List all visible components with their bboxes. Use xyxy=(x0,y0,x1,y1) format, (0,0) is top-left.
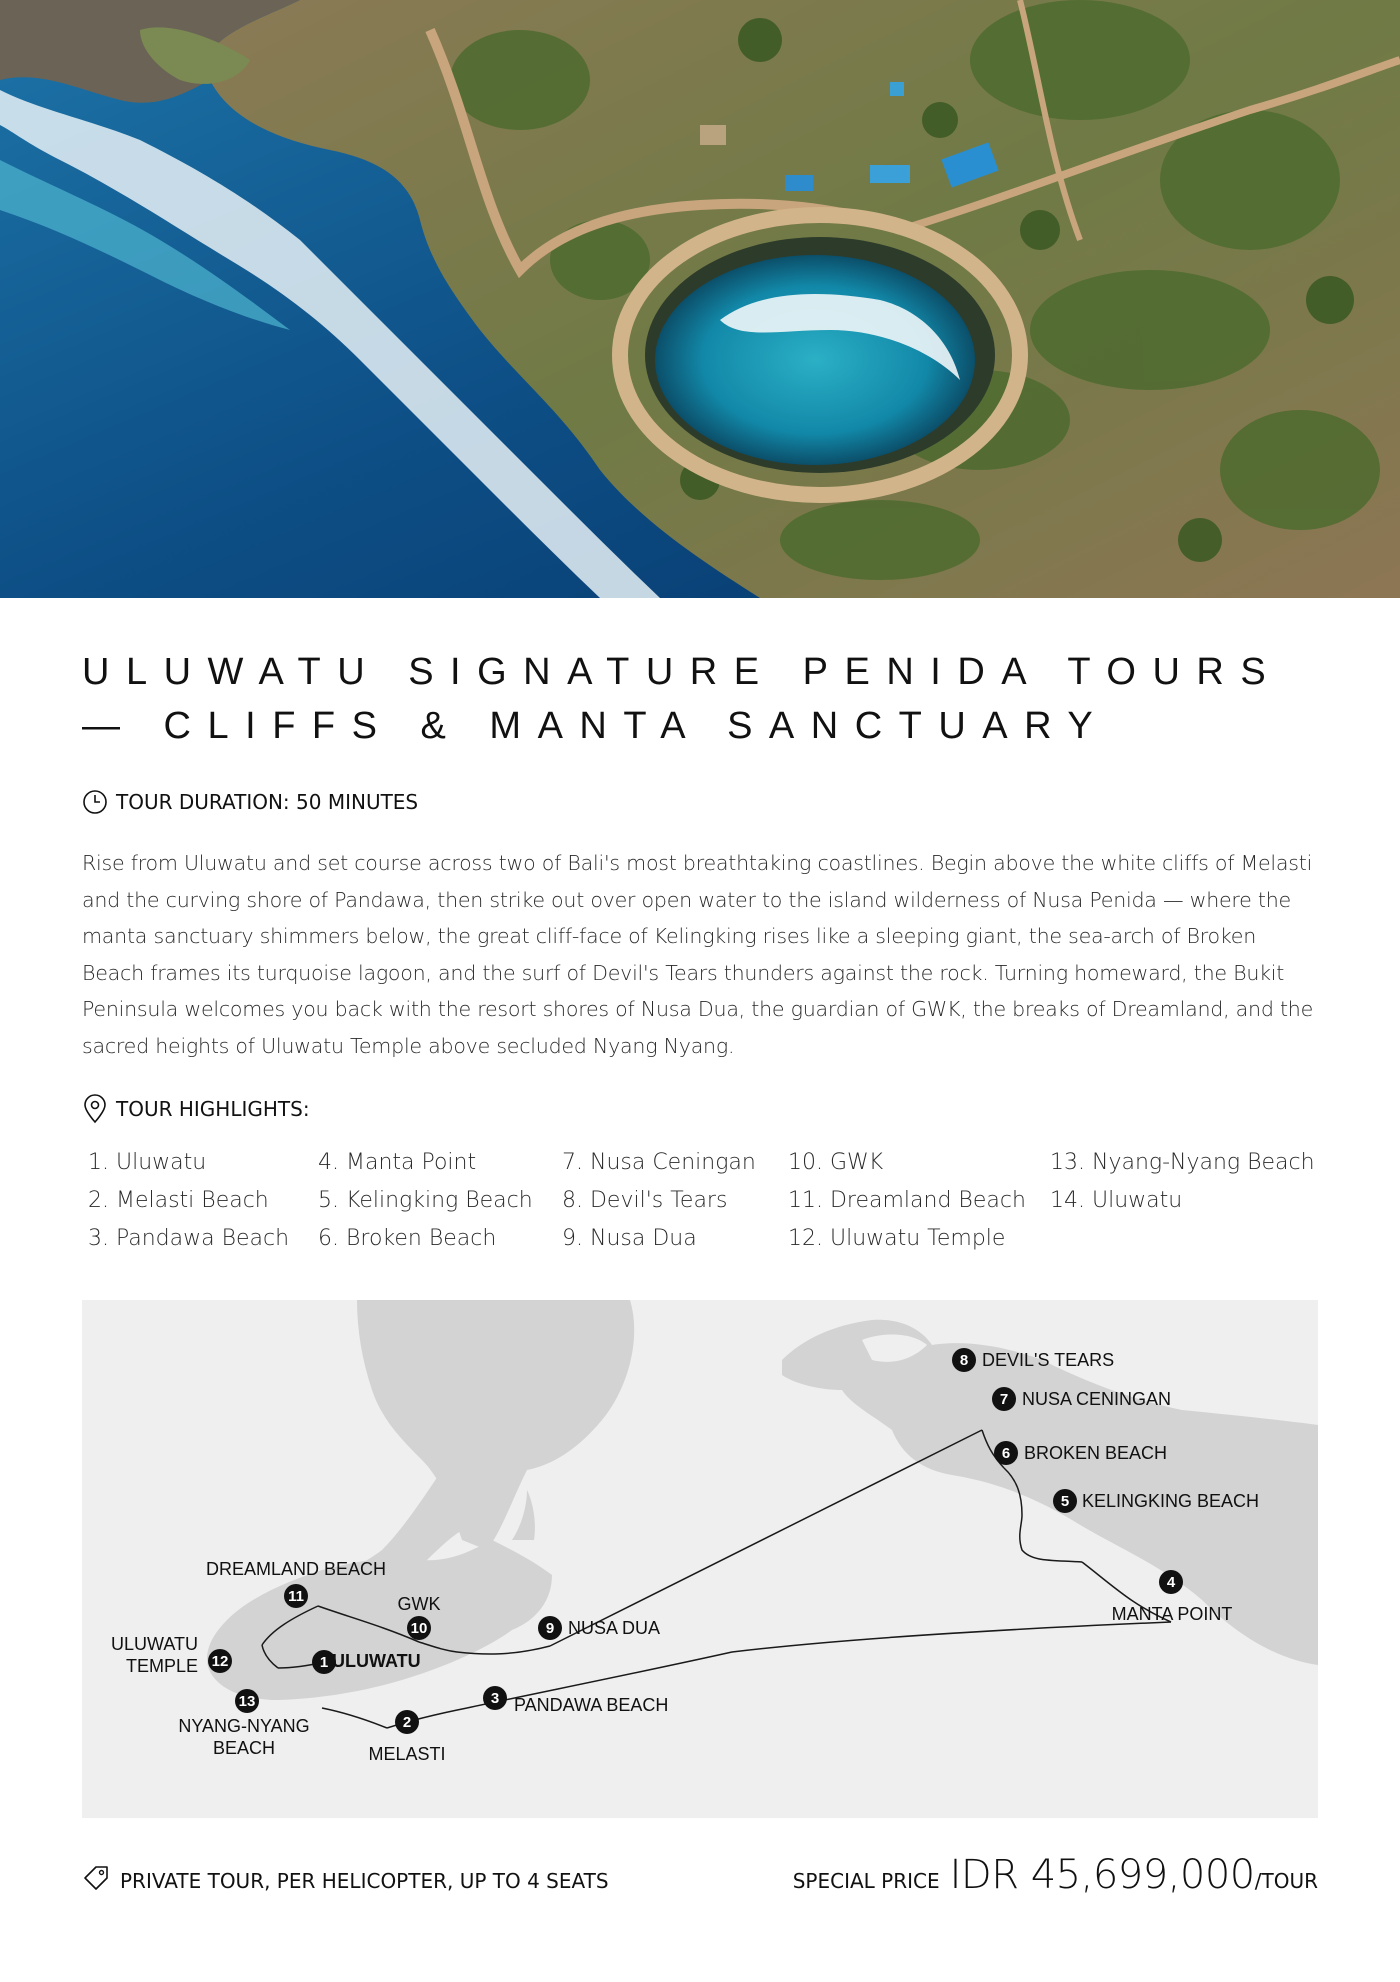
highlights-list xyxy=(82,1144,1342,1264)
map-marker-3 xyxy=(483,1686,507,1710)
marker-number: 10 xyxy=(410,1620,428,1637)
map-marker-4 xyxy=(1159,1570,1183,1594)
clock-icon xyxy=(82,789,108,815)
map-marker-8 xyxy=(952,1348,976,1372)
route-map xyxy=(82,1300,1318,1818)
highlights-column-2 xyxy=(318,1144,533,1258)
map-label-manta-point: MANTA POINT xyxy=(1111,1604,1233,1624)
marker-number: 7 xyxy=(999,1391,1009,1408)
aerial-coastline-illustration xyxy=(0,0,1400,598)
price-tag-icon xyxy=(82,1864,110,1897)
map-label-nyang-nyang-line: BEACH xyxy=(212,1738,276,1758)
price-block xyxy=(793,1852,1318,1898)
tour-description: Rise from Uluwatu and set course across two of Bali's most breathtaking coastlines. Begin above the white cliffs of Melasti and the curving shore of Pandawa, then strike out over open water to the island wilderness of Nusa Penida — where the manta sanctuary shimmers below, the great cliff-face of Kelingking rises like a sleeping giant, the sea-arch of Broken Beach frames its turquoise lagoon, and the surf of Devil's Tears thunders against the rock. Turning homeward, the Bukit Peninsula welcomes you back with the resort shores of Nusa Dua, the guardian of GWK, the breaks of Dreamland, and the sacred heights of Uluwatu Temple above secluded Nyang Nyang. xyxy=(82,851,1314,1058)
price-label: SPECIAL PRICE xyxy=(792,1869,940,1893)
highlights-column-5 xyxy=(1050,1144,1315,1220)
marker-number: 2 xyxy=(402,1714,412,1731)
map-marker-6 xyxy=(994,1441,1018,1465)
list-item: 4. Manta Point xyxy=(318,1150,477,1175)
map-label-gwk: GWK xyxy=(397,1594,441,1614)
map-label-kelingking-beach: KELINGKING BEACH xyxy=(1082,1491,1260,1511)
map-label-nyang-nyang-line: NYANG-NYANG xyxy=(178,1716,310,1736)
list-item: 7. Nusa Ceningan xyxy=(562,1150,756,1175)
tour-details-text: PRIVATE TOUR, PER HELICOPTER, UP TO 4 SEATS xyxy=(120,1868,609,1893)
map-label-melasti: MELASTI xyxy=(368,1744,446,1764)
map-marker-9 xyxy=(538,1616,562,1640)
duration-text: TOUR DURATION: 50 MINUTES xyxy=(116,790,419,814)
price-unit: /TOUR xyxy=(1254,1869,1318,1893)
list-item: 1. Uluwatu xyxy=(88,1150,207,1175)
highlights-column-3 xyxy=(562,1144,756,1258)
map-marker-5 xyxy=(1053,1489,1077,1513)
highlights-heading xyxy=(82,1094,310,1124)
list-item: 5. Kelingking Beach xyxy=(318,1188,533,1213)
map-marker-11 xyxy=(284,1584,308,1608)
marker-number: 1 xyxy=(319,1654,329,1671)
marker-number: 6 xyxy=(1001,1445,1011,1462)
list-item: 3. Pandawa Beach xyxy=(88,1226,290,1251)
map-label-uluwatu-temple-line: TEMPLE xyxy=(125,1656,198,1676)
list-item: 9. Nusa Dua xyxy=(562,1226,697,1251)
hero-aerial-photo xyxy=(0,0,1400,598)
list-item: 13. Nyang-Nyang Beach xyxy=(1050,1150,1315,1175)
highlights-heading-text: TOUR HIGHLIGHTS: xyxy=(116,1097,310,1121)
map-marker-2 xyxy=(395,1710,419,1734)
list-item: 14. Uluwatu xyxy=(1050,1188,1183,1213)
map-label-nusa-ceningan: NUSA CENINGAN xyxy=(1022,1389,1172,1409)
highlights-column-4 xyxy=(788,1144,1026,1258)
marker-number: 13 xyxy=(238,1693,256,1710)
map-marker-12 xyxy=(208,1649,232,1673)
map-label-uluwatu: ULUWATU xyxy=(332,1651,421,1671)
map-marker-10 xyxy=(407,1616,431,1640)
map-label-nusa-dua: NUSA DUA xyxy=(568,1618,661,1638)
marker-number: 9 xyxy=(545,1620,555,1637)
location-pin-icon xyxy=(82,1094,108,1124)
map-label-pandawa-beach: PANDAWA BEACH xyxy=(514,1695,669,1715)
route-map-svg xyxy=(82,1300,1318,1818)
map-label-broken-beach: BROKEN BEACH xyxy=(1024,1443,1168,1463)
map-marker-7 xyxy=(992,1387,1016,1411)
list-item: 10. GWK xyxy=(788,1150,884,1175)
marker-number: 4 xyxy=(1166,1574,1176,1591)
highlights-column-1 xyxy=(88,1144,289,1258)
list-item: 12. Uluwatu Temple xyxy=(788,1226,1006,1251)
list-item: 2. Melasti Beach xyxy=(88,1188,269,1213)
marker-number: 3 xyxy=(490,1690,500,1707)
marker-number: 12 xyxy=(211,1653,229,1670)
tour-details xyxy=(82,1864,609,1897)
marker-number: 8 xyxy=(959,1352,969,1369)
list-item: 6. Broken Beach xyxy=(318,1226,497,1251)
list-item: 11. Dreamland Beach xyxy=(788,1188,1026,1213)
tour-duration xyxy=(82,789,418,815)
list-item: 8. Devil's Tears xyxy=(562,1188,728,1213)
price-value: IDR 45,699,000 xyxy=(949,1852,1255,1898)
map-label-uluwatu-temple-line: ULUWATU xyxy=(111,1634,198,1654)
map-marker-13 xyxy=(235,1689,259,1713)
map-label-devils-tears: DEVIL'S TEARS xyxy=(982,1350,1115,1370)
map-label-dreamland-beach: DREAMLAND BEACH xyxy=(205,1559,387,1579)
marker-number: 5 xyxy=(1060,1493,1070,1510)
marker-number: 11 xyxy=(288,1588,304,1605)
page-title: ULUWATU SIGNATURE PENIDA TOURS — CLIFFS & MANTA SANCTUARY xyxy=(82,651,1283,747)
